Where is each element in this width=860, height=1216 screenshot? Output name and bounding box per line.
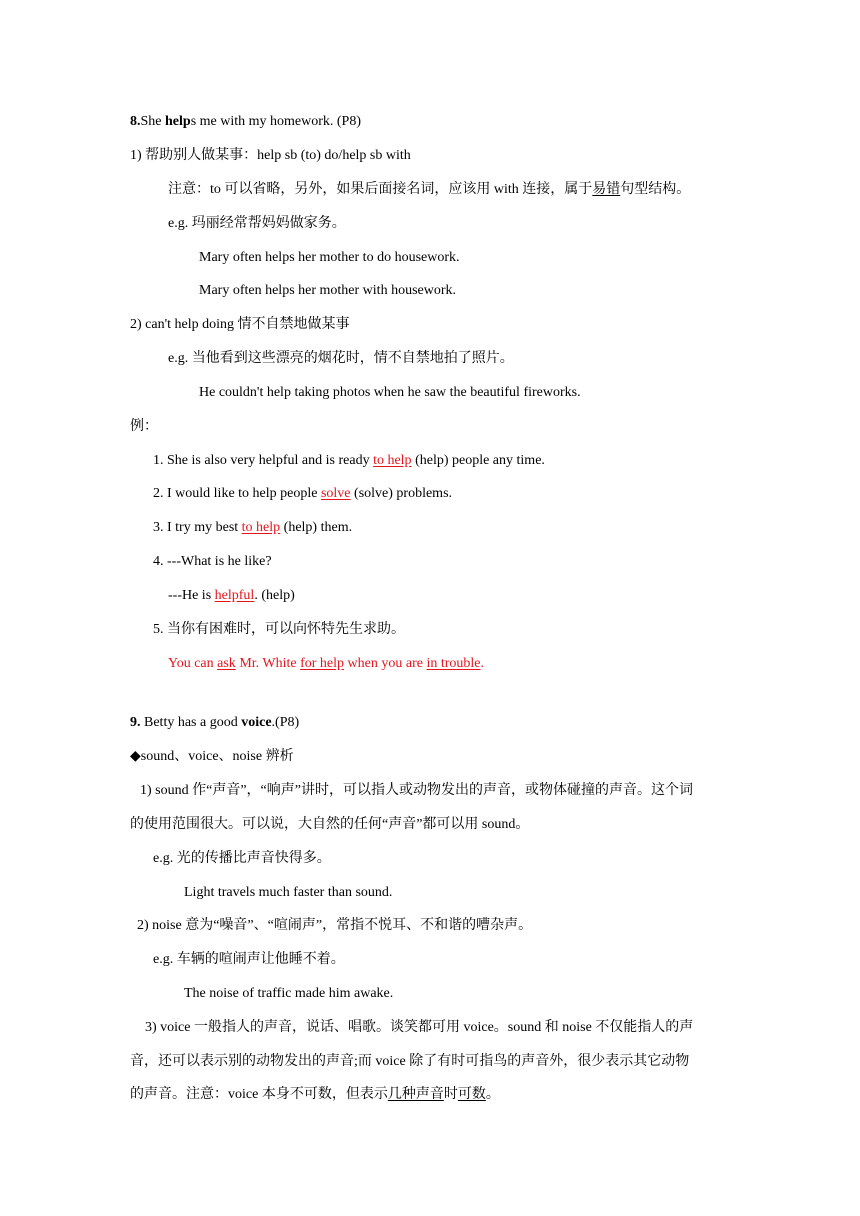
section-number: 8.: [130, 114, 141, 129]
note-text: 注意：to 可以省略，另外，如果后面接名词，应该用 with 连接，属于: [168, 182, 593, 197]
exercise-text: ---He is: [168, 588, 215, 603]
point-3-line-1: 3) voice 一般指人的声音，说话、唱歌。谈笑都可用 voice。sound 和 noise 不仅能指人的声: [145, 1020, 694, 1035]
exercise-5-question: 5. 当你有困难时，可以向怀特先生求助。: [153, 622, 405, 637]
example-en: He couldn't help taking photos when he saw the beautiful fireworks.: [199, 385, 581, 400]
note: [168, 181, 690, 199]
heading-text: .(P8): [271, 715, 300, 730]
exercise-text: 3. I try my best: [153, 520, 242, 535]
point-1-line-2: 的使用范围很大。可以说，大自然的任何“声音”都可以用 sound。: [130, 817, 530, 832]
exercise-text: (solve) problems.: [350, 486, 453, 501]
answer: in trouble: [426, 656, 481, 671]
example-cn: e.g. 光的传播比声音快得多。: [153, 851, 331, 866]
heading-text: She: [140, 114, 165, 129]
section-8-heading: [130, 113, 361, 131]
answer-text: Mr. White: [235, 656, 301, 671]
exercise-4-question: 4. ---What is he like?: [153, 554, 272, 569]
answer: solve: [320, 486, 351, 501]
body-text: 。: [485, 1087, 500, 1102]
answer: for help: [300, 656, 345, 671]
point-3-line-3: [130, 1086, 500, 1104]
example-en: The noise of traffic made him awake.: [184, 986, 394, 1001]
answer: helpful: [214, 588, 255, 603]
point-2: 2) noise 意为“噪音”、“喧闹声”，常指不悦耳、不和谐的嘈杂声。: [137, 918, 533, 933]
exercise-text: (help) people any time.: [411, 453, 545, 468]
comparison-heading: ◆sound、voice、noise 辨析: [130, 749, 294, 764]
exercise-4-answer: [168, 587, 295, 605]
point-2: 2) can't help doing 情不自禁地做某事: [130, 317, 350, 332]
answer: ask: [217, 656, 236, 671]
keyword: voice: [241, 715, 272, 730]
exercise-text: . (help): [254, 588, 295, 603]
example-en: Light travels much faster than sound.: [184, 885, 393, 900]
exercise-text: (help) them.: [280, 520, 353, 535]
heading-text: Betty has a good: [140, 715, 242, 730]
body-text: 的声音。注意：voice 本身不可数，但表示: [130, 1087, 388, 1102]
exercise-3: [153, 519, 352, 537]
underlined-text: 易错: [592, 182, 621, 197]
section-9-heading: [130, 714, 299, 732]
answer-text: .: [480, 656, 485, 671]
answer-text: when you are: [344, 656, 427, 671]
keyword: help: [165, 114, 191, 129]
example-en: Mary often helps her mother with housework.: [199, 283, 456, 298]
example-cn: e.g. 车辆的喧闹声让他睡不着。: [153, 952, 345, 967]
exercise-2: [153, 485, 452, 503]
example-cn: e.g. 当他看到这些漂亮的烟花时，情不自禁地拍了照片。: [168, 351, 514, 366]
exercise-1: [153, 452, 545, 470]
answer: to help: [373, 453, 412, 468]
point-1-line-1: 1) sound 作“声音”，“响声”讲时，可以指人或动物发出的声音，或物体碰撞的声音。这个词: [140, 783, 693, 798]
example-en: Mary often helps her mother to do housework.: [199, 250, 460, 265]
example-cn: e.g. 玛丽经常帮妈妈做家务。: [168, 216, 346, 231]
underlined-text: 可数: [457, 1087, 486, 1102]
section-number: 9.: [130, 715, 141, 730]
underlined-text: 几种声音: [387, 1087, 444, 1102]
exercise-text: 1. She is also very helpful and is ready: [153, 453, 374, 468]
exercise-text: 2. I would like to help people: [153, 486, 321, 501]
answer: to help: [241, 520, 281, 535]
point-3-line-2: 音，还可以表示别的动物发出的声音;而 voice 除了有时可指鸟的声音外，很少表示其它动物: [130, 1054, 690, 1069]
body-text: 时: [443, 1087, 458, 1102]
exercise-label: 例：: [130, 419, 158, 434]
exercise-5-answer: [168, 655, 484, 673]
point-1: 1) 帮助别人做某事：help sb (to) do/help sb with: [130, 148, 411, 163]
answer-text: You can: [168, 656, 218, 671]
heading-text: s me with my homework. (P8): [190, 114, 362, 129]
note-text: 句型结构。: [620, 182, 691, 197]
